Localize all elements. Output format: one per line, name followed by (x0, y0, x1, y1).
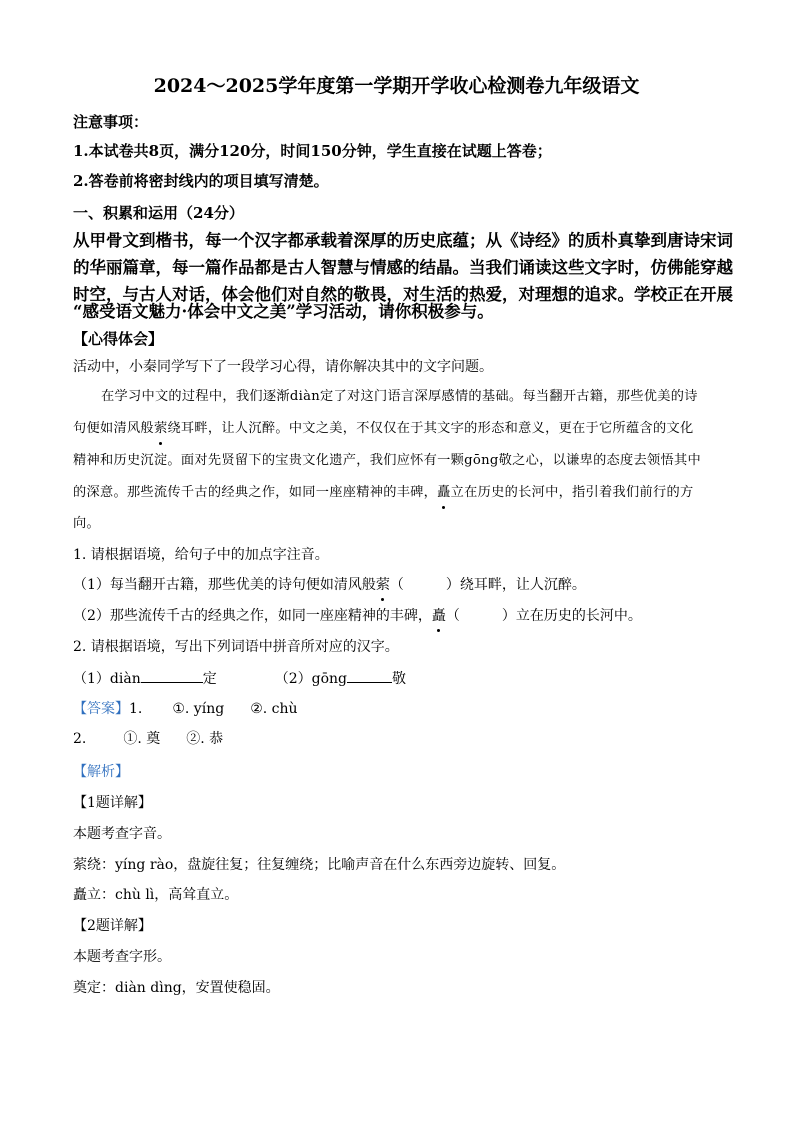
intro-line: 的华丽篇章，每一篇作品都是古人智慧与情感的结晶。当我们诵读这些文字时，仿佛能穿越 (73, 258, 733, 277)
passage-line (73, 483, 693, 503)
answer-label: 【答案】 (73, 701, 129, 717)
passage-text: 句便如清风般 (73, 421, 154, 436)
pinyin-label: （1）diàn (73, 671, 141, 687)
question-text: （1）每当翻开古籍，那些优美的诗句便如清风般 (73, 577, 376, 593)
detail-heading: 【1题详解】 (73, 795, 152, 811)
word-tail: 定 (202, 671, 217, 687)
question-item (73, 575, 586, 595)
passage-line: 在学习中文的过程中，我们逐渐diàn定了对这门语言深厚感情的基础。每当翻开古籍，那些优美的诗 (101, 389, 698, 404)
intro-line: 从甲骨文到楷书，每一个汉字都承载着深厚的历史底蕴；从《诗经》的质朴真挚到唐诗宋词 (73, 231, 733, 250)
dotted-char: 萦 (154, 419, 168, 439)
notice-heading: 注意事项： (73, 113, 149, 131)
detail-text: 本题考查字音。 (73, 826, 171, 842)
activity-lead: 活动中，小秦同学写下了一段学习心得，请你解决其中的文字问题。 (73, 359, 493, 375)
question-stem: 1. 请根据语境，给句子中的加点字注音。 (73, 547, 329, 563)
page-title: 2024～2025学年度第一学期开学收心检测卷九年级语文 (153, 75, 640, 97)
passage-line: 向。 (73, 516, 100, 531)
analysis-label: 【解析】 (73, 764, 129, 780)
question-text: ）立在历史的长河中。 (501, 608, 642, 624)
answer-blank[interactable] (347, 668, 392, 683)
detail-heading: 【2题详解】 (73, 918, 152, 934)
section-heading: 一、积累和运用（24分） (73, 204, 244, 222)
intro-line: 时空，与古人对话，体会他们对自然的敬畏，对生活的热爱，对理想的追求。学校正在开展 (73, 285, 733, 304)
answer-blank[interactable] (141, 668, 203, 683)
answer-line (73, 729, 223, 749)
notice-item: 1.本试卷共8页，满分120分，时间150分钟，学生直接在试题上答卷； (73, 142, 552, 160)
question-stem: 2. 请根据语境，写出下列词语中拼音所对应的汉字。 (73, 639, 399, 655)
question-item (73, 668, 406, 689)
detail-text: 奠定：diàn dìng，安置使稳固。 (73, 980, 280, 996)
question-text: ）绕耳畔，让人沉醉。 (445, 577, 586, 593)
intro-line: “感受语文魅力·体会中文之美”学习活动，请你积极参与。 (73, 302, 494, 321)
dotted-char: 矗 (437, 483, 451, 503)
detail-text: 矗立：chù lì，高耸直立。 (73, 887, 239, 903)
passage-text: 绕耳畔，让人沉醉。中文之美，不仅仅在于其文字的形态和意义，更在于它所蕴含的文化 (167, 421, 694, 436)
dotted-char: 萦 (375, 577, 390, 593)
answer-value: ①. 奠 (123, 731, 161, 747)
pinyin-label: （2）gōng (274, 671, 347, 687)
notice-item: 2.答卷前将密封线内的项目填写清楚。 (73, 172, 329, 190)
passage-text: 的深意。那些流传千古的经典之作，如同一座座精神的丰碑， (73, 485, 438, 500)
detail-text: 萦绕：yíng rào，盘旋往复；往复缠绕；比喻声音在什么东西旁边旋转、回复。 (73, 857, 566, 873)
passage-line: 精神和历史沉淀。面对先贤留下的宝贵文化遗产，我们应怀有一颗gōng敬之心，以谦卑的态度去领悟其中 (73, 453, 701, 468)
paren-open: （ (389, 577, 404, 593)
answer-number: 2. (73, 731, 87, 747)
answer-value: ②. chù (250, 701, 298, 717)
answer-value: ①. yíng (172, 701, 225, 717)
answer-line (73, 699, 298, 719)
question-text: （2）那些流传千古的经典之作，如同一座座精神的丰碑， (73, 608, 432, 624)
word-tail: 敬 (392, 671, 406, 687)
answer-value: ②. 恭 (186, 731, 224, 747)
dotted-char: 矗 (431, 608, 446, 624)
question-item (73, 606, 642, 626)
answer-number: 1. (129, 701, 143, 717)
passage-text: 立在历史的长河中，指引着我们前行的方 (450, 485, 694, 500)
subheading: 【心得体会】 (73, 330, 164, 348)
paren-open: （ (445, 608, 460, 624)
passage-line (73, 419, 693, 439)
detail-text: 本题考查字形。 (73, 949, 171, 965)
